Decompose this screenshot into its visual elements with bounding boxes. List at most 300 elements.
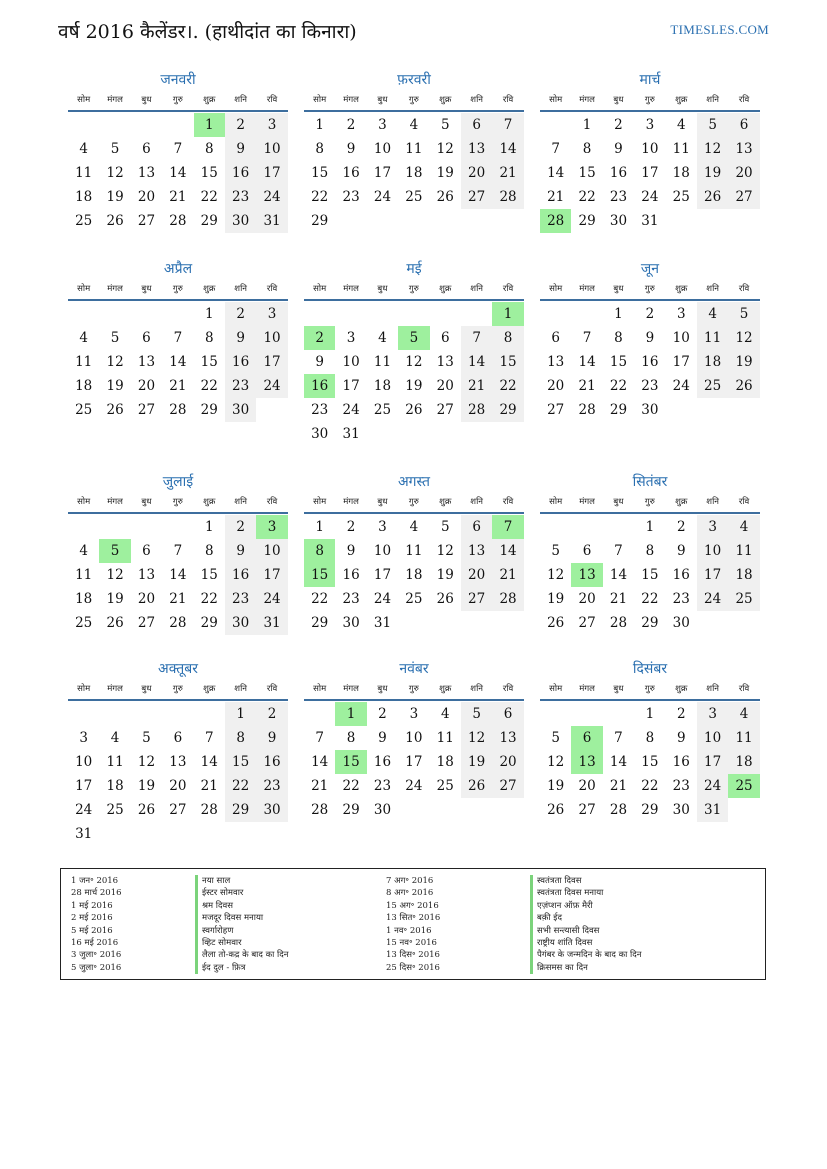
day-cell[interactable]: 25 — [75, 615, 93, 631]
day-cell[interactable]: 26 — [728, 374, 759, 398]
day-cell[interactable]: 2 — [256, 702, 287, 726]
holiday-day-cell[interactable]: 13 — [571, 563, 602, 587]
day-cell[interactable]: 30 — [225, 611, 256, 635]
day-cell[interactable]: 11 — [697, 326, 728, 350]
day-cell[interactable]: 15 — [492, 350, 523, 374]
day-cell[interactable]: 26 — [547, 615, 565, 631]
day-cell[interactable]: 23 — [311, 402, 329, 418]
day-cell[interactable]: 29 — [641, 615, 659, 631]
day-cell[interactable]: 20 — [547, 378, 565, 394]
day-cell[interactable]: 6 — [728, 113, 759, 137]
holiday-day-cell[interactable]: 6 — [571, 726, 602, 750]
day-cell[interactable]: 16 — [225, 161, 256, 185]
day-cell[interactable]: 17 — [256, 563, 287, 587]
day-cell[interactable]: 24 — [373, 189, 392, 205]
day-cell[interactable]: 5 — [440, 117, 450, 133]
day-cell[interactable]: 1 — [204, 306, 214, 322]
holiday-day-cell[interactable]: 5 — [99, 539, 130, 563]
day-cell[interactable]: 31 — [641, 213, 659, 229]
day-cell[interactable]: 22 — [200, 189, 218, 205]
day-cell[interactable]: 21 — [461, 374, 492, 398]
day-cell[interactable]: 1 — [645, 519, 655, 535]
day-cell[interactable]: 22 — [311, 591, 329, 607]
day-cell[interactable]: 18 — [75, 189, 93, 205]
day-cell[interactable]: 9 — [614, 141, 623, 157]
day-cell[interactable]: 16 — [225, 563, 256, 587]
day-cell[interactable]: 17 — [697, 750, 728, 774]
holiday-day-cell[interactable]: 8 — [304, 539, 335, 563]
day-cell[interactable]: 4 — [79, 330, 88, 346]
day-cell[interactable]: 19 — [106, 591, 124, 607]
holiday-day-cell[interactable]: 1 — [194, 113, 225, 137]
day-cell[interactable]: 14 — [461, 350, 492, 374]
day-cell[interactable]: 28 — [609, 802, 628, 818]
day-cell[interactable]: 22 — [641, 591, 659, 607]
day-cell[interactable]: 25 — [436, 778, 454, 794]
day-cell[interactable]: 18 — [405, 567, 423, 583]
day-cell[interactable]: 21 — [492, 161, 523, 185]
day-cell[interactable]: 26 — [137, 802, 156, 818]
day-cell[interactable]: 12 — [436, 141, 454, 157]
day-cell[interactable]: 3 — [409, 706, 419, 722]
day-cell[interactable]: 23 — [225, 587, 256, 611]
day-cell[interactable]: 26 — [547, 802, 565, 818]
day-cell[interactable]: 23 — [609, 189, 628, 205]
day-cell[interactable]: 16 — [609, 165, 628, 181]
day-cell[interactable]: 2 — [676, 706, 686, 722]
day-cell[interactable]: 19 — [106, 378, 124, 394]
day-cell[interactable]: 26 — [436, 189, 454, 205]
day-cell[interactable]: 28 — [311, 802, 329, 818]
day-cell[interactable]: 23 — [672, 778, 690, 794]
day-cell[interactable]: 1 — [315, 117, 324, 133]
day-cell[interactable]: 14 — [609, 567, 628, 583]
day-cell[interactable]: 25 — [697, 374, 728, 398]
day-cell[interactable]: 10 — [697, 726, 728, 750]
holiday-day-cell[interactable]: 25 — [728, 774, 759, 798]
day-cell[interactable]: 6 — [461, 515, 492, 539]
day-cell[interactable]: 9 — [225, 326, 256, 350]
day-cell[interactable]: 1 — [204, 519, 214, 535]
day-cell[interactable]: 1 — [315, 519, 324, 535]
day-cell[interactable]: 7 — [551, 141, 560, 157]
day-cell[interactable]: 10 — [373, 141, 392, 157]
day-cell[interactable]: 30 — [311, 426, 329, 442]
day-cell[interactable]: 24 — [256, 374, 287, 398]
day-cell[interactable]: 24 — [342, 402, 360, 418]
day-cell[interactable]: 18 — [106, 778, 124, 794]
day-cell[interactable]: 11 — [436, 730, 454, 746]
day-cell[interactable]: 3 — [645, 117, 655, 133]
day-cell[interactable]: 14 — [169, 165, 187, 181]
day-cell[interactable]: 31 — [697, 798, 728, 822]
day-cell[interactable]: 17 — [373, 165, 392, 181]
day-cell[interactable]: 17 — [672, 354, 690, 370]
day-cell[interactable]: 14 — [609, 754, 628, 770]
day-cell[interactable]: 14 — [169, 354, 187, 370]
day-cell[interactable]: 24 — [672, 378, 690, 394]
day-cell[interactable]: 7 — [582, 330, 592, 346]
day-cell[interactable]: 23 — [256, 774, 287, 798]
day-cell[interactable]: 7 — [173, 330, 183, 346]
day-cell[interactable]: 12 — [137, 754, 156, 770]
day-cell[interactable]: 17 — [405, 754, 423, 770]
day-cell[interactable]: 12 — [405, 354, 423, 370]
day-cell[interactable]: 19 — [547, 778, 565, 794]
day-cell[interactable]: 5 — [110, 141, 120, 157]
day-cell[interactable]: 7 — [614, 730, 623, 746]
day-cell[interactable]: 23 — [225, 185, 256, 209]
day-cell[interactable]: 17 — [256, 350, 287, 374]
holiday-day-cell[interactable]: 5 — [398, 326, 429, 350]
day-cell[interactable]: 25 — [405, 591, 423, 607]
day-cell[interactable]: 21 — [547, 189, 565, 205]
day-cell[interactable]: 14 — [492, 137, 523, 161]
day-cell[interactable]: 4 — [378, 330, 387, 346]
day-cell[interactable]: 25 — [373, 402, 392, 418]
day-cell[interactable]: 14 — [578, 354, 596, 370]
day-cell[interactable]: 2 — [614, 117, 623, 133]
day-cell[interactable]: 6 — [582, 543, 592, 559]
day-cell[interactable]: 28 — [200, 802, 218, 818]
holiday-day-cell[interactable]: 15 — [335, 750, 366, 774]
day-cell[interactable]: 28 — [169, 213, 187, 229]
day-cell[interactable]: 7 — [173, 141, 183, 157]
day-cell[interactable]: 6 — [492, 702, 523, 726]
day-cell[interactable]: 11 — [106, 754, 124, 770]
day-cell[interactable]: 16 — [342, 165, 360, 181]
day-cell[interactable]: 7 — [614, 543, 623, 559]
day-cell[interactable]: 7 — [315, 730, 324, 746]
day-cell[interactable]: 6 — [461, 113, 492, 137]
day-cell[interactable]: 19 — [728, 350, 759, 374]
day-cell[interactable]: 28 — [461, 398, 492, 422]
day-cell[interactable]: 10 — [697, 539, 728, 563]
day-cell[interactable]: 16 — [256, 750, 287, 774]
day-cell[interactable]: 30 — [373, 802, 392, 818]
day-cell[interactable]: 16 — [225, 350, 256, 374]
day-cell[interactable]: 10 — [342, 354, 360, 370]
day-cell[interactable]: 5 — [142, 730, 151, 746]
day-cell[interactable]: 7 — [492, 113, 523, 137]
day-cell[interactable]: 22 — [200, 378, 218, 394]
day-cell[interactable]: 25 — [75, 402, 93, 418]
day-cell[interactable]: 4 — [728, 702, 759, 726]
day-cell[interactable]: 23 — [225, 374, 256, 398]
day-cell[interactable]: 2 — [225, 515, 256, 539]
day-cell[interactable]: 20 — [492, 750, 523, 774]
day-cell[interactable]: 28 — [169, 402, 187, 418]
day-cell[interactable]: 4 — [676, 117, 686, 133]
day-cell[interactable]: 25 — [728, 587, 759, 611]
day-cell[interactable]: 8 — [645, 730, 655, 746]
day-cell[interactable]: 13 — [728, 137, 759, 161]
day-cell[interactable]: 3 — [676, 306, 686, 322]
day-cell[interactable]: 13 — [137, 165, 156, 181]
day-cell[interactable]: 3 — [79, 730, 88, 746]
day-cell[interactable]: 30 — [225, 398, 256, 422]
day-cell[interactable]: 8 — [204, 543, 214, 559]
day-cell[interactable]: 24 — [256, 185, 287, 209]
day-cell[interactable]: 3 — [697, 702, 728, 726]
day-cell[interactable]: 26 — [697, 185, 728, 209]
day-cell[interactable]: 12 — [106, 165, 124, 181]
day-cell[interactable]: 10 — [256, 539, 287, 563]
holiday-day-cell[interactable]: 13 — [571, 750, 602, 774]
day-cell[interactable]: 29 — [200, 615, 218, 631]
day-cell[interactable]: 4 — [79, 543, 88, 559]
day-cell[interactable]: 20 — [578, 778, 596, 794]
holiday-day-cell[interactable]: 28 — [540, 209, 571, 233]
day-cell[interactable]: 17 — [342, 378, 360, 394]
day-cell[interactable]: 5 — [461, 702, 492, 726]
day-cell[interactable]: 10 — [75, 754, 93, 770]
holiday-day-cell[interactable]: 1 — [492, 302, 523, 326]
holiday-day-cell[interactable]: 1 — [335, 702, 366, 726]
day-cell[interactable]: 21 — [609, 778, 628, 794]
day-cell[interactable]: 20 — [137, 591, 156, 607]
day-cell[interactable]: 5 — [551, 543, 560, 559]
day-cell[interactable]: 8 — [492, 326, 523, 350]
holiday-day-cell[interactable]: 7 — [492, 515, 523, 539]
day-cell[interactable]: 4 — [440, 706, 450, 722]
day-cell[interactable]: 10 — [256, 326, 287, 350]
day-cell[interactable]: 9 — [315, 354, 324, 370]
day-cell[interactable]: 21 — [492, 563, 523, 587]
day-cell[interactable]: 2 — [645, 306, 655, 322]
day-cell[interactable]: 24 — [697, 587, 728, 611]
day-cell[interactable]: 10 — [641, 141, 659, 157]
day-cell[interactable]: 24 — [641, 189, 659, 205]
day-cell[interactable]: 11 — [75, 354, 93, 370]
day-cell[interactable]: 13 — [461, 137, 492, 161]
day-cell[interactable]: 10 — [373, 543, 392, 559]
day-cell[interactable]: 20 — [436, 378, 454, 394]
day-cell[interactable]: 27 — [578, 615, 596, 631]
day-cell[interactable]: 20 — [728, 161, 759, 185]
day-cell[interactable]: 18 — [75, 378, 93, 394]
day-cell[interactable]: 19 — [436, 567, 454, 583]
day-cell[interactable]: 22 — [342, 778, 360, 794]
day-cell[interactable]: 8 — [614, 330, 623, 346]
day-cell[interactable]: 31 — [256, 611, 287, 635]
day-cell[interactable]: 4 — [409, 117, 419, 133]
holiday-day-cell[interactable]: 2 — [304, 326, 335, 350]
day-cell[interactable]: 5 — [551, 730, 560, 746]
day-cell[interactable]: 24 — [75, 802, 93, 818]
day-cell[interactable]: 17 — [697, 563, 728, 587]
day-cell[interactable]: 9 — [676, 543, 686, 559]
day-cell[interactable]: 17 — [75, 778, 93, 794]
day-cell[interactable]: 11 — [672, 141, 690, 157]
day-cell[interactable]: 18 — [405, 165, 423, 181]
day-cell[interactable]: 30 — [609, 213, 628, 229]
day-cell[interactable]: 14 — [169, 567, 187, 583]
day-cell[interactable]: 3 — [697, 515, 728, 539]
day-cell[interactable]: 5 — [728, 302, 759, 326]
day-cell[interactable]: 29 — [225, 798, 256, 822]
day-cell[interactable]: 12 — [461, 726, 492, 750]
day-cell[interactable]: 18 — [373, 378, 392, 394]
day-cell[interactable]: 11 — [373, 354, 392, 370]
day-cell[interactable]: 22 — [578, 189, 596, 205]
day-cell[interactable]: 9 — [378, 730, 387, 746]
day-cell[interactable]: 20 — [461, 563, 492, 587]
day-cell[interactable]: 27 — [461, 587, 492, 611]
day-cell[interactable]: 21 — [609, 591, 628, 607]
day-cell[interactable]: 6 — [173, 730, 183, 746]
day-cell[interactable]: 3 — [256, 113, 287, 137]
day-cell[interactable]: 30 — [672, 615, 690, 631]
day-cell[interactable]: 13 — [436, 354, 454, 370]
day-cell[interactable]: 12 — [436, 543, 454, 559]
day-cell[interactable]: 19 — [436, 165, 454, 181]
day-cell[interactable]: 13 — [492, 726, 523, 750]
day-cell[interactable]: 3 — [346, 330, 356, 346]
day-cell[interactable]: 27 — [436, 402, 454, 418]
day-cell[interactable]: 29 — [609, 402, 628, 418]
day-cell[interactable]: 17 — [641, 165, 659, 181]
day-cell[interactable]: 13 — [461, 539, 492, 563]
day-cell[interactable]: 14 — [311, 754, 329, 770]
day-cell[interactable]: 6 — [551, 330, 560, 346]
day-cell[interactable]: 29 — [492, 398, 523, 422]
day-cell[interactable]: 21 — [578, 378, 596, 394]
day-cell[interactable]: 27 — [578, 802, 596, 818]
day-cell[interactable]: 19 — [461, 750, 492, 774]
day-cell[interactable]: 23 — [641, 378, 659, 394]
day-cell[interactable]: 23 — [342, 189, 360, 205]
day-cell[interactable]: 2 — [378, 706, 387, 722]
day-cell[interactable]: 1 — [614, 306, 623, 322]
day-cell[interactable]: 2 — [346, 117, 356, 133]
day-cell[interactable]: 26 — [461, 774, 492, 798]
day-cell[interactable]: 1 — [645, 706, 655, 722]
day-cell[interactable]: 4 — [728, 515, 759, 539]
day-cell[interactable]: 18 — [697, 350, 728, 374]
day-cell[interactable]: 25 — [672, 189, 690, 205]
day-cell[interactable]: 8 — [645, 543, 655, 559]
day-cell[interactable]: 21 — [200, 778, 218, 794]
day-cell[interactable]: 29 — [200, 213, 218, 229]
day-cell[interactable]: 17 — [373, 567, 392, 583]
day-cell[interactable]: 22 — [225, 774, 256, 798]
day-cell[interactable]: 30 — [641, 402, 659, 418]
day-cell[interactable]: 26 — [106, 615, 124, 631]
day-cell[interactable]: 11 — [405, 543, 423, 559]
day-cell[interactable]: 2 — [225, 113, 256, 137]
day-cell[interactable]: 28 — [169, 615, 187, 631]
day-cell[interactable]: 19 — [106, 189, 124, 205]
day-cell[interactable]: 16 — [373, 754, 392, 770]
day-cell[interactable]: 15 — [200, 165, 218, 181]
day-cell[interactable]: 26 — [405, 402, 423, 418]
day-cell[interactable]: 9 — [676, 730, 686, 746]
day-cell[interactable]: 3 — [378, 117, 387, 133]
day-cell[interactable]: 6 — [142, 141, 151, 157]
day-cell[interactable]: 9 — [645, 330, 655, 346]
day-cell[interactable]: 17 — [256, 161, 287, 185]
day-cell[interactable]: 12 — [547, 754, 565, 770]
day-cell[interactable]: 19 — [137, 778, 156, 794]
day-cell[interactable]: 31 — [75, 826, 93, 842]
day-cell[interactable]: 7 — [173, 543, 183, 559]
day-cell[interactable]: 27 — [169, 802, 187, 818]
day-cell[interactable]: 27 — [137, 402, 156, 418]
day-cell[interactable]: 9 — [346, 141, 356, 157]
day-cell[interactable]: 20 — [461, 161, 492, 185]
day-cell[interactable]: 8 — [225, 726, 256, 750]
day-cell[interactable]: 23 — [373, 778, 392, 794]
day-cell[interactable]: 5 — [697, 113, 728, 137]
day-cell[interactable]: 8 — [204, 330, 214, 346]
day-cell[interactable]: 26 — [106, 213, 124, 229]
day-cell[interactable]: 22 — [641, 778, 659, 794]
day-cell[interactable]: 16 — [641, 354, 659, 370]
day-cell[interactable]: 4 — [697, 302, 728, 326]
day-cell[interactable]: 24 — [256, 587, 287, 611]
day-cell[interactable]: 5 — [440, 519, 450, 535]
day-cell[interactable]: 25 — [405, 189, 423, 205]
day-cell[interactable]: 30 — [672, 802, 690, 818]
day-cell[interactable]: 29 — [200, 402, 218, 418]
day-cell[interactable]: 8 — [315, 141, 324, 157]
day-cell[interactable]: 22 — [492, 374, 523, 398]
day-cell[interactable]: 9 — [225, 539, 256, 563]
day-cell[interactable]: 22 — [609, 378, 628, 394]
day-cell[interactable]: 23 — [342, 591, 360, 607]
day-cell[interactable]: 21 — [169, 591, 187, 607]
day-cell[interactable]: 28 — [609, 615, 628, 631]
day-cell[interactable]: 11 — [728, 539, 759, 563]
day-cell[interactable]: 9 — [225, 137, 256, 161]
day-cell[interactable]: 27 — [137, 213, 156, 229]
day-cell[interactable]: 28 — [578, 402, 596, 418]
day-cell[interactable]: 2 — [676, 519, 686, 535]
day-cell[interactable]: 2 — [346, 519, 356, 535]
day-cell[interactable]: 19 — [697, 161, 728, 185]
day-cell[interactable]: 18 — [436, 754, 454, 770]
day-cell[interactable]: 29 — [578, 213, 596, 229]
day-cell[interactable]: 19 — [405, 378, 423, 394]
day-cell[interactable]: 9 — [346, 543, 356, 559]
day-cell[interactable]: 3 — [256, 302, 287, 326]
day-cell[interactable]: 13 — [137, 567, 156, 583]
day-cell[interactable]: 26 — [436, 591, 454, 607]
day-cell[interactable]: 6 — [142, 330, 151, 346]
day-cell[interactable]: 12 — [728, 326, 759, 350]
day-cell[interactable]: 12 — [106, 567, 124, 583]
day-cell[interactable]: 14 — [547, 165, 565, 181]
day-cell[interactable]: 31 — [342, 426, 360, 442]
day-cell[interactable]: 13 — [547, 354, 565, 370]
day-cell[interactable]: 15 — [641, 754, 659, 770]
day-cell[interactable]: 30 — [256, 798, 287, 822]
day-cell[interactable]: 27 — [492, 774, 523, 798]
day-cell[interactable]: 15 — [311, 165, 329, 181]
day-cell[interactable]: 2 — [225, 302, 256, 326]
day-cell[interactable]: 3 — [378, 519, 387, 535]
day-cell[interactable]: 18 — [728, 750, 759, 774]
day-cell[interactable]: 24 — [697, 774, 728, 798]
day-cell[interactable]: 12 — [547, 567, 565, 583]
day-cell[interactable]: 30 — [342, 615, 360, 631]
day-cell[interactable]: 6 — [142, 543, 151, 559]
day-cell[interactable]: 29 — [641, 802, 659, 818]
day-cell[interactable]: 20 — [137, 378, 156, 394]
day-cell[interactable]: 11 — [405, 141, 423, 157]
site-link[interactable]: TIMESLES.COM — [670, 22, 769, 37]
